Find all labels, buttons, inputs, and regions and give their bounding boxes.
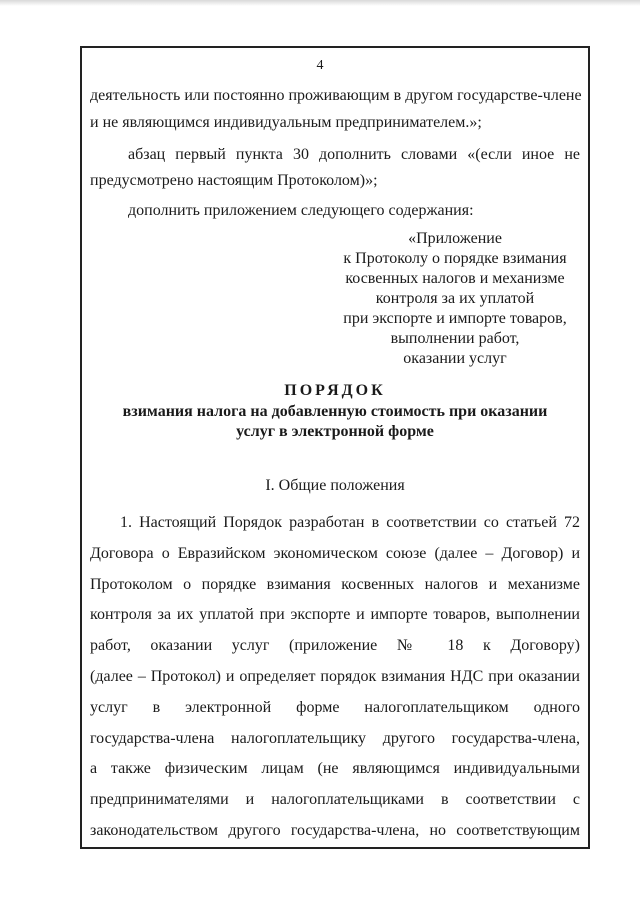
paragraph-line: услуг в электронной форме налогоплательщиком одного <box>90 698 580 716</box>
appendix-line: косвенных налогов и механизме <box>345 270 565 287</box>
scan-edge <box>0 0 640 6</box>
paragraph-line: предпринимателями и налогоплательщиками в соответствии с <box>90 791 580 809</box>
paragraph-line: Протоколом о порядке взимания косвенных налогов и механизме <box>90 575 580 593</box>
paragraph-line: государства-члена налогоплательщику другого государства-члена, <box>90 729 580 747</box>
subtitle-line-1: взимания налога на добавленную стоимость при оказании <box>122 403 548 420</box>
paragraph-line: (далее – Протокол) и определяет порядок взимания НДС при оказании <box>90 667 580 685</box>
intro-line-3: абзац первый пункта 30 дополнить словами «(если иное не <box>128 146 580 163</box>
paragraph-line: контроля за их уплатой при экспорте и импорте товаров, выполнении <box>90 606 580 624</box>
appendix-line: контроля за их уплатой <box>375 290 535 307</box>
subtitle-line-2: услуг в электронной форме <box>236 423 434 440</box>
appendix-line: к Протоколу о порядке взимания <box>343 250 567 267</box>
paragraph-line: а также физическим лицам (не являющимся индивидуальными <box>90 760 580 778</box>
appendix-line: при экспорте и импорте товаров, <box>343 310 567 327</box>
appendix-line: выполнении работ, <box>390 330 520 347</box>
intro-line-1: деятельность или постоянно проживающим в другом государстве-члене <box>90 87 582 104</box>
appendix-line: «Приложение <box>408 230 502 247</box>
paragraph-1 <box>90 508 580 847</box>
intro-line-4: предусмотрено настоящим Протоколом)»; <box>90 172 378 189</box>
document-subtitle <box>80 402 590 442</box>
section-heading: I. Общие положения <box>265 477 405 494</box>
appendix-line: оказании услуг <box>403 350 507 367</box>
paragraph-line: Договора о Евразийском экономическом союзе (далее – Договор) и <box>90 544 580 562</box>
page-number: 4 <box>316 58 324 73</box>
paragraph-line: работ, оказании услуг (приложение № 18 к Договору) <box>90 637 580 655</box>
paragraph-line: законодательством другого государства-члена, но соответствующим <box>90 821 580 839</box>
intro-line-5: дополнить приложением следующего содержания: <box>128 202 474 219</box>
appendix-header <box>330 229 580 369</box>
document-title: ПОРЯДОК <box>284 382 386 399</box>
paragraph-line: 1. Настоящий Порядок разработан в соответствии со статьей 72 <box>120 514 580 531</box>
intro-line-2: и не являющимся индивидуальным предпринимателем.»; <box>90 114 482 131</box>
